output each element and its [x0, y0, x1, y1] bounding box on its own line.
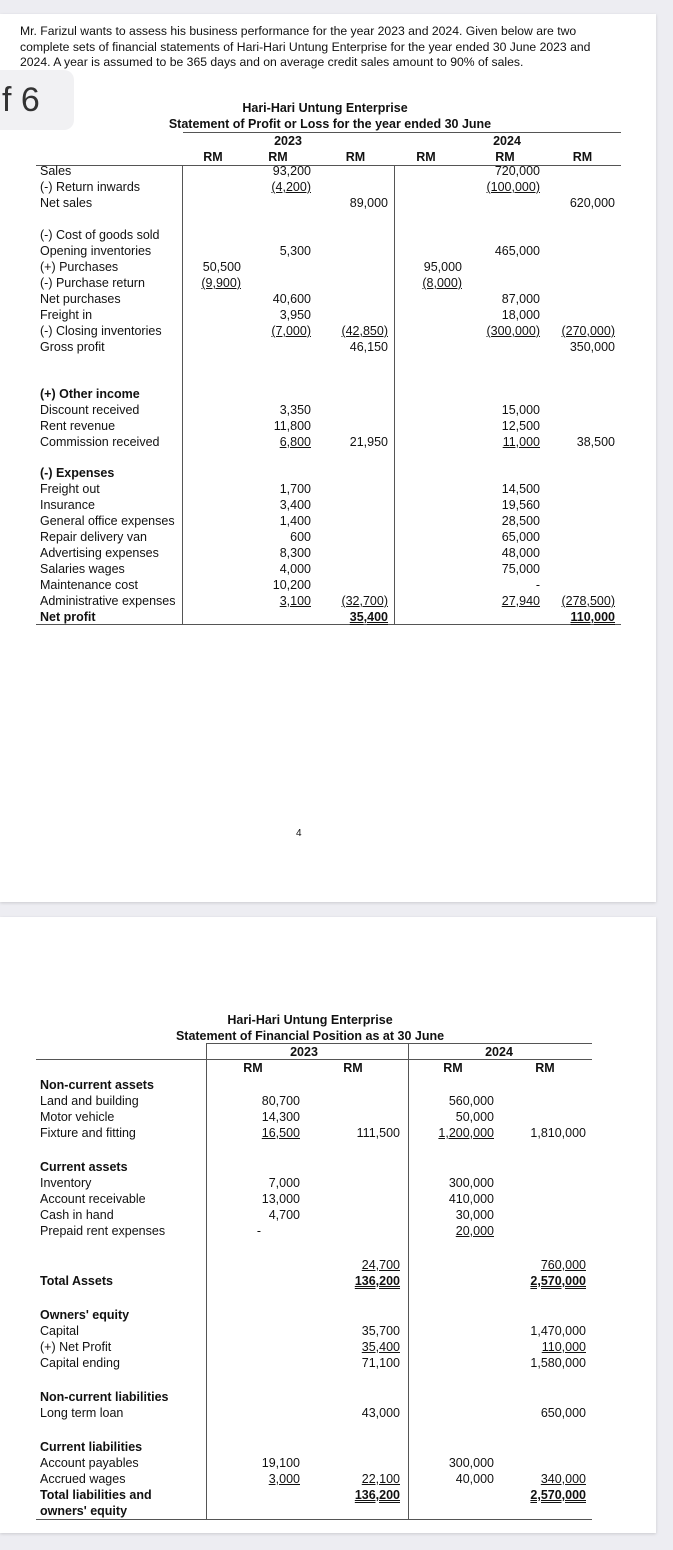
fp-row-label: Current liabilities [40, 1440, 143, 1454]
pl-statement-title: Statement of Profit or Loss for the year ended 30 June [168, 117, 492, 131]
pl-amount-b2023: 1,400 [279, 514, 311, 528]
fp-amount-b2024: 110,000 [541, 1340, 586, 1354]
fp-amount-a2023: 16,500 [261, 1126, 300, 1140]
pl-amount-a2023: 50,500 [202, 260, 241, 274]
pl-amount-b2024: 87,000 [501, 292, 540, 306]
pl-amount-b2024: 27,940 [501, 594, 540, 608]
fp-row-label: Total liabilities and [40, 1488, 152, 1502]
question-number-badge: f 6 [0, 70, 74, 130]
pl-amount-b2024: 720,000 [494, 164, 540, 178]
pl-amount-b2024: 65,000 [501, 530, 540, 544]
pl-col-header-2024-a: RM [416, 150, 436, 164]
fp-amount-b2024: 1,580,000 [530, 1356, 586, 1370]
fp-row-label: Prepaid rent expenses [40, 1224, 166, 1238]
pl-amount-b2023: 3,350 [279, 403, 311, 417]
fp-col-header-2024-b: RM [535, 1061, 555, 1075]
pl-row-label: Salaries wages [40, 562, 125, 576]
fp-amount-b2024: 2,570,000 [530, 1488, 586, 1502]
pl-amount-b2024: 465,000 [494, 244, 540, 258]
fp-row-label: Capital [40, 1324, 79, 1338]
pl-year-2024: 2024 [493, 134, 521, 148]
pl-header-rule [183, 132, 621, 133]
fp-amount-b2023: 24,700 [361, 1258, 400, 1272]
pl-company-name: Hari-Hari Untung Enterprise [242, 101, 408, 115]
pl-amount-c2023: (32,700) [341, 594, 388, 608]
fp-amount-b2023: 35,400 [361, 1340, 400, 1354]
fp-row-label: owners' equity [40, 1504, 128, 1518]
fp-year-2023: 2023 [290, 1045, 318, 1059]
pl-amount-b2024: 28,500 [501, 514, 540, 528]
fp-amount-a2024: 50,000 [455, 1110, 494, 1124]
fp-col-header-2023-b: RM [343, 1061, 363, 1075]
pl-row-label: Rent revenue [40, 419, 116, 433]
pl-amount-a2024: 95,000 [423, 260, 462, 274]
pl-amount-b2023: 3,400 [279, 498, 311, 512]
pl-amount-b2024: 75,000 [501, 562, 540, 576]
pl-row-label: Opening inventories [40, 244, 152, 258]
fp-amount-b2023: 136,200 [354, 1274, 400, 1288]
pl-row-label: Maintenance cost [40, 578, 138, 592]
pl-amount-c2024: (278,500) [561, 594, 615, 608]
pl-row-label: (-) Expenses [40, 466, 115, 480]
fp-row-label: Capital ending [40, 1356, 120, 1370]
pl-amount-c2024: 110,000 [570, 610, 615, 624]
pl-row-label: Administrative expenses [40, 594, 176, 608]
fp-row-label: Non-current liabilities [40, 1390, 169, 1404]
fp-amount-a2023: - [256, 1224, 262, 1238]
pl-amount-c2024: (270,000) [561, 324, 615, 338]
pl-amount-c2023: 89,000 [349, 196, 388, 210]
fp-amount-a2024: 560,000 [448, 1094, 494, 1108]
fp-row-label: Account payables [40, 1456, 139, 1470]
fp-col-header-2024-a: RM [443, 1061, 463, 1075]
fp-row-label: Accrued wages [40, 1472, 126, 1486]
fp-amount-b2024: 2,570,000 [530, 1274, 586, 1288]
pl-row-label: Discount received [40, 403, 140, 417]
pl-amount-b2023: 600 [290, 530, 311, 544]
fp-amount-a2024: 1,200,000 [438, 1126, 494, 1140]
pl-row-label: General office expenses [40, 514, 175, 528]
pl-amount-b2024: 14,500 [501, 482, 540, 496]
pl-amount-b2023: 1,700 [279, 482, 311, 496]
pl-amount-b2024: 12,500 [501, 419, 540, 433]
pl-row-label: Net purchases [40, 292, 121, 306]
pl-row-label: (+) Purchases [40, 260, 119, 274]
fp-row-label: Long term loan [40, 1406, 124, 1420]
pl-col-header-2023-b: RM [268, 150, 288, 164]
fp-column-header-rule [36, 1059, 592, 1060]
pl-row-label: Gross profit [40, 340, 105, 354]
fp-row-label: Land and building [40, 1094, 139, 1108]
page-number: 4 [296, 828, 302, 839]
fp-amount-a2024: 300,000 [448, 1456, 494, 1470]
pl-row-label: Freight in [40, 308, 93, 322]
fp-amount-b2023: 43,000 [361, 1406, 400, 1420]
pl-col-header-2024-c: RM [572, 150, 593, 164]
fp-statement-title: Statement of Financial Position as at 30 June [175, 1029, 445, 1043]
fp-amount-b2023: 136,200 [354, 1488, 400, 1502]
pl-row-label: Freight out [40, 482, 100, 496]
fp-row-label: Current assets [40, 1160, 128, 1174]
fp-amount-b2024: 650,000 [540, 1406, 586, 1420]
pl-amount-b2024: 11,000 [502, 435, 540, 449]
pl-amount-b2024: - [535, 578, 540, 592]
pl-amount-b2023: (4,200) [271, 180, 311, 194]
pl-row-label: Advertising expenses [40, 546, 159, 560]
pl-amount-b2024: (300,000) [486, 324, 540, 338]
pl-amount-b2024: 15,000 [501, 403, 540, 417]
pl-amount-b2024: 19,560 [501, 498, 540, 512]
fp-header-rule [206, 1043, 592, 1044]
fp-amount-b2024: 340,000 [540, 1472, 586, 1486]
pl-amount-c2023: 35,400 [349, 610, 388, 624]
pl-row-label: (-) Cost of goods sold [40, 228, 160, 242]
fp-amount-a2023: 7,000 [268, 1176, 300, 1190]
fp-amount-b2024: 760,000 [540, 1258, 586, 1272]
fp-row-label: (+) Net Profit [40, 1340, 112, 1354]
pl-amount-b2023: 8,300 [279, 546, 311, 560]
pl-amount-b2024: 48,000 [501, 546, 540, 560]
fp-amount-a2023: 3,000 [268, 1472, 300, 1486]
fp-row-label: Inventory [40, 1176, 92, 1190]
pl-row-label: (-) Return inwards [40, 180, 141, 194]
pl-amount-c2023: (42,850) [341, 324, 388, 338]
pl-amount-b2023: 3,100 [279, 594, 311, 608]
fp-year-2024: 2024 [485, 1045, 513, 1059]
fp-amount-a2024: 20,000 [455, 1224, 494, 1238]
pl-amount-b2023: 5,300 [279, 244, 311, 258]
fp-col-header-2023-a: RM [243, 1061, 263, 1075]
fp-company-name: Hari-Hari Untung Enterprise [227, 1013, 393, 1027]
fp-row-label: Total Assets [40, 1274, 113, 1288]
fp-amount-a2024: 40,000 [455, 1472, 494, 1486]
pl-amount-b2023: 4,000 [279, 562, 311, 576]
pl-col-header-2023-c: RM [345, 150, 366, 164]
fp-amount-a2023: 4,700 [268, 1208, 300, 1222]
pl-row-label: (-) Closing inventories [40, 324, 162, 338]
fp-amount-a2024: 30,000 [455, 1208, 494, 1222]
pl-label-divider [182, 165, 183, 624]
page-1 [0, 14, 656, 902]
fp-row-label: Non-current assets [40, 1078, 154, 1092]
fp-row-label: Owners' equity [40, 1308, 130, 1322]
pl-col-header-2023-a: RM [203, 150, 223, 164]
pl-amount-b2023: 6,800 [279, 435, 311, 449]
pl-amount-c2023: 21,950 [349, 435, 388, 449]
pl-row-label: (-) Purchase return [40, 276, 145, 290]
fp-amount-b2023: 35,700 [361, 1324, 400, 1338]
fp-row-label: Fixture and fitting [40, 1126, 136, 1140]
pl-amount-c2023: 46,150 [349, 340, 388, 354]
fp-amount-b2023: 22,100 [361, 1472, 400, 1486]
pl-amount-a2024: (8,000) [422, 276, 462, 290]
fp-amount-a2023: 13,000 [261, 1192, 300, 1206]
pl-amount-b2023: 11,800 [273, 419, 311, 433]
pl-amount-a2023: (9,900) [201, 276, 241, 290]
fp-row-label: Motor vehicle [40, 1110, 115, 1124]
pl-row-label: Net profit [40, 610, 96, 624]
fp-amount-a2023: 14,300 [261, 1110, 300, 1124]
fp-amount-a2024: 300,000 [448, 1176, 494, 1190]
pl-amount-b2023: (7,000) [271, 324, 311, 338]
pl-row-label: Commission received [40, 435, 160, 449]
pl-year-2023: 2023 [274, 134, 302, 148]
pl-amount-c2024: 620,000 [569, 196, 615, 210]
fp-amount-b2024: 1,470,000 [530, 1324, 586, 1338]
pl-amount-b2024: (100,000) [486, 180, 540, 194]
fp-amount-a2023: 80,700 [261, 1094, 300, 1108]
page-2 [0, 917, 656, 1533]
fp-amount-b2023: 111,500 [356, 1126, 400, 1140]
pl-row-label: Repair delivery van [40, 530, 147, 544]
pl-amount-b2023: 3,950 [279, 308, 311, 322]
pl-row-label: Insurance [40, 498, 95, 512]
pl-col-header-2024-b: RM [495, 150, 515, 164]
pl-year-divider [394, 165, 395, 624]
pl-amount-b2023: 93,200 [272, 164, 311, 178]
pl-amount-c2024: 38,500 [576, 435, 615, 449]
intro-paragraph: Mr. Farizul wants to assess his business performance for the year 2023 and 2024. Given below are two complete sets of financial statements of Hari-Hari Untung Enterprise for the year ended 30 June 2023 and 2024. A year is assumed to be 365 days and on average credit sales amount to 90% of sales. [20, 24, 591, 69]
fp-row-label: Account receivable [40, 1192, 146, 1206]
pl-amount-b2024: 18,000 [501, 308, 540, 322]
fp-bottom-rule [36, 1519, 592, 1520]
pl-amount-c2024: 350,000 [569, 340, 615, 354]
fp-label-divider [206, 1043, 207, 1519]
fp-amount-b2024: 1,810,000 [530, 1126, 586, 1140]
fp-amount-a2023: 19,100 [261, 1456, 300, 1470]
pl-amount-b2023: 10,200 [272, 578, 311, 592]
pl-row-label: (+) Other income [40, 387, 140, 401]
fp-amount-b2023: 71,100 [361, 1356, 400, 1370]
fp-year-divider [408, 1043, 409, 1519]
pl-amount-b2023: 40,600 [272, 292, 311, 306]
pl-row-label: Net sales [40, 196, 93, 210]
fp-row-label: Cash in hand [40, 1208, 114, 1222]
pl-row-label: Sales [40, 164, 72, 178]
fp-amount-a2024: 410,000 [448, 1192, 494, 1206]
